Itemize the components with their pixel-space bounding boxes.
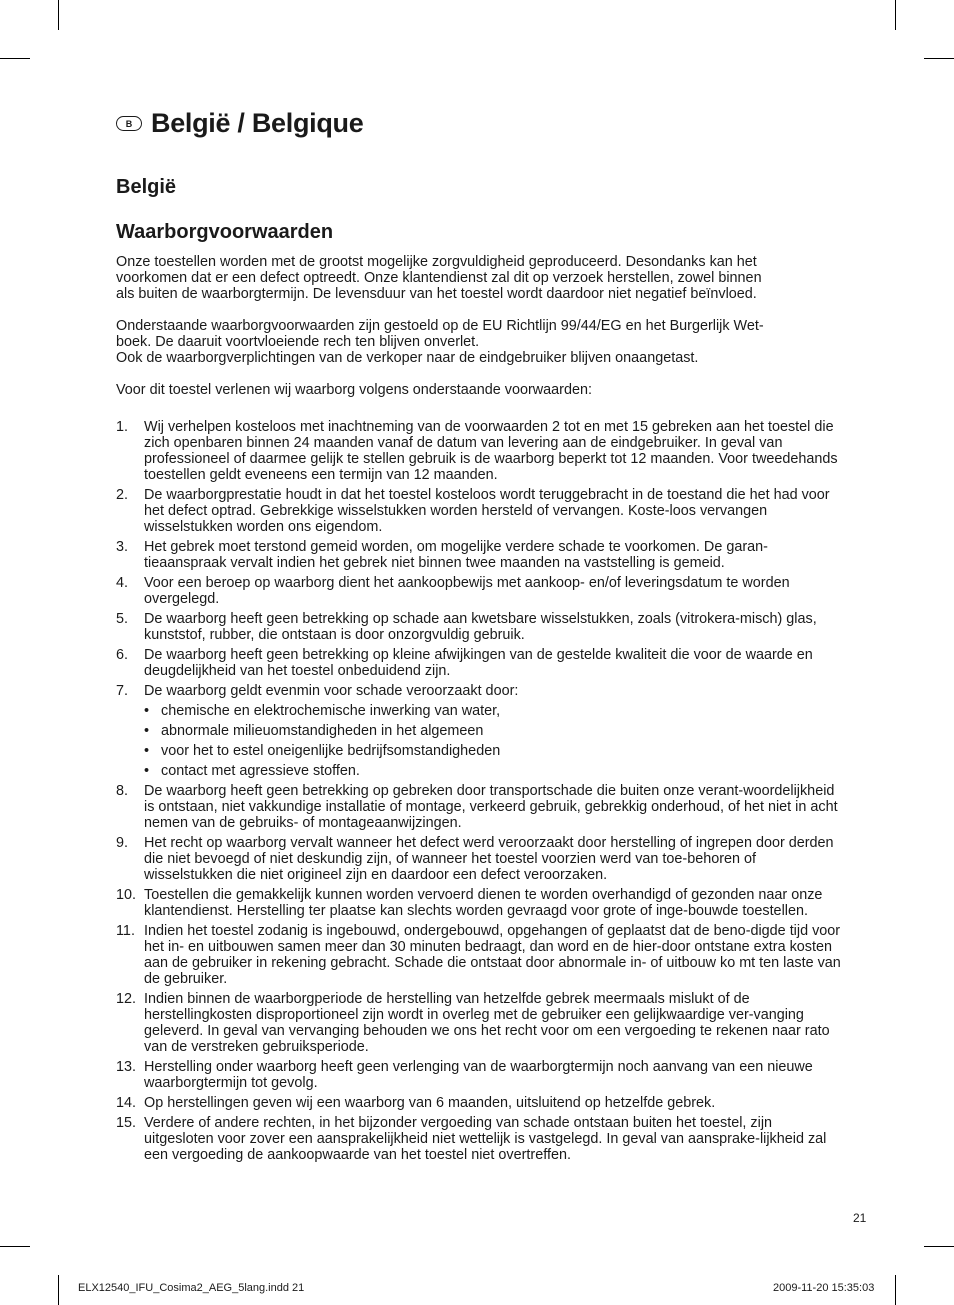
intro-line: voorkomen dat er een defect optreedt. Onze klantendienst zal dit op verzoek herstellen, zowel binnen: [116, 270, 762, 286]
crop-mark: [58, 0, 59, 30]
footer-file-name: ELX12540_IFU_Cosima2_AEG_5lang.indd 21: [78, 1282, 305, 1294]
crop-mark: [895, 0, 896, 30]
intro-line: boek. De daaruit voortvloeiende rech ten blijven onverlet.: [116, 334, 480, 350]
intro-line: Onderstaande waarborgvoorwaarden zijn gestoeld op de EU Richtlijn 99/44/EG en het Burgerlijk Wet-: [116, 318, 764, 334]
list-item: [116, 1115, 844, 1163]
bullet-list: [144, 703, 844, 779]
item-number: 2.: [116, 487, 129, 503]
list-item: [116, 923, 844, 987]
bullet-icon: •: [144, 763, 150, 779]
country-badge: B: [116, 116, 142, 131]
item-text: De waarborg heeft geen betrekking op kleine afwijkingen van de gestelde kwaliteit die voor de waarde en deugdelijkheid van het toestel onbeduidend zijn.: [144, 647, 813, 679]
list-item: [116, 539, 844, 571]
crop-mark: [58, 1275, 59, 1305]
intro-line: als buiten de waarborgtermijn. De levensduur van het toestel wordt daardoor niet negatief beïnvloed.: [116, 286, 757, 302]
footer-timestamp: 2009-11-20 15:35:03: [773, 1282, 875, 1294]
list-item: [116, 487, 844, 535]
item-text: Toestellen die gemakkelijk kunnen worden vervoerd dienen te worden overhandigd of gezonden naar onze klantendienst. Herstelling ter plaatse kan slechts worden gevraagd voor grote of inge-bouwde toestellen.: [144, 887, 823, 919]
item-text: Voor een beroep op waarborg dient het aankoopbewijs met aankoop- en/of leveringsdatum te worden overgelegd.: [144, 575, 790, 607]
bullet-item: [144, 743, 844, 759]
item-number: 6.: [116, 647, 129, 663]
item-number: 5.: [116, 611, 129, 627]
item-number: 4.: [116, 575, 129, 591]
crop-mark: [924, 1246, 954, 1247]
item-number: 11.: [116, 923, 135, 939]
intro-paragraph: [116, 318, 844, 366]
bullet-text: abnormale milieuomstandigheden in het algemeen: [161, 723, 484, 739]
intro-line: Onze toestellen worden met de grootst mogelijke zorgvuldigheid geproduceerd. Desondanks kan het: [116, 254, 757, 270]
list-item: [116, 1059, 844, 1091]
item-number: 3.: [116, 539, 129, 555]
item-text: Verdere of andere rechten, in het bijzonder vergoeding van schade ontstaan buiten het toestel, zijn uitgesloten voor zover een aansprakelijkheid niet wettelijk is vastgelegd. In geval van aansprake-lijkheid zal een vergoeding de aankoopwaarde van het toestel niet overtreffen.: [144, 1115, 827, 1163]
bullet-item: [144, 723, 844, 739]
bullet-text: voor het to estel oneigenlijke bedrijfsomstandigheden: [161, 743, 501, 759]
item-text: Het recht op waarborg vervalt wanneer het defect werd veroorzaakt door herstelling of ingrepen door derden die niet bevoegd of niet deskundig zijn, of wanneer het toestel voorzien werd van toe-behoren of wisselstukken die niet origineel zijn en daardoor een defect veroorzaken.: [144, 835, 834, 883]
intro-line: Voor dit toestel verlenen wij waarborg volgens onderstaande voorwaarden:: [116, 382, 592, 398]
crop-mark: [0, 1246, 30, 1247]
item-number: 7.: [116, 683, 129, 699]
item-number: 12.: [116, 991, 137, 1007]
item-text: Wij verhelpen kosteloos met inachtneming van de voorwaarden 2 tot en met 15 gebreken aan het toestel die zich openbaren binnen 24 maanden vanaf de datum van levering aan de eindgebruiker. In geval van professioneel of daarmee gelijk te stellen gebruik is de waarborg beperkt tot 12 maanden. Voor tweedehands toestellen geldt eveneens een termijn van 12 maanden.: [144, 419, 838, 483]
item-text: Herstelling onder waarborg heeft geen verlenging van de waarborgtermijn noch aanvang van een nieuwe waarborgtermijn tot gevolg.: [144, 1059, 813, 1091]
intro-line: Ook de waarborgverplichtingen van de verkoper naar de eindgebruiker blijven onaangetast.: [116, 350, 699, 366]
item-text: De waarborg heeft geen betrekking op gebreken door transportschade die buiten onze verant-woordelijkheid is ontstaan, niet vakkundige installatie of montage, verkeerd gebruik, gebrekkig onderhoud, of het niet in acht nemen van de gebruiks- of montageaanwijzingen.: [144, 783, 838, 831]
item-number: 14.: [116, 1095, 137, 1111]
item-text: De waarborg heeft geen betrekking op schade aan kwetsbare wisselstukken, zoals (vitrokera-misch) glas, kunststof, rubber, die ontstaan is door onzorgvuldig gebruik.: [144, 611, 817, 643]
terms-list: [116, 419, 844, 1167]
intro-paragraph: [116, 382, 844, 398]
section-heading: Waarborgvoorwaarden: [116, 221, 334, 243]
list-item: [116, 835, 844, 883]
bullet-item: [144, 703, 844, 719]
item-number: 9.: [116, 835, 129, 851]
bullet-icon: •: [144, 703, 150, 719]
item-number: 13.: [116, 1059, 137, 1075]
list-item: [116, 647, 844, 679]
crop-mark: [895, 1275, 896, 1305]
list-item: [116, 1095, 844, 1111]
list-item: [116, 887, 844, 919]
list-item: [116, 611, 844, 643]
item-text: De waarborgprestatie houdt in dat het toestel kosteloos wordt teruggebracht in de toestand die het had voor het defect optrad. Gebrekkige wisselstukken worden hersteld of vervangen. Koste-loos vervangen wisselstukken worden ons eigendom.: [144, 487, 830, 535]
crop-mark: [924, 58, 954, 59]
item-number: 15.: [116, 1115, 137, 1131]
item-number: 8.: [116, 783, 129, 799]
item-text: Het gebrek moet terstond gemeid worden, om mogelijke verdere schade te voorkomen. De garan-tieaanspraak vervalt indien het gebrek niet binnen twee maanden na vaststelling is gemeid.: [144, 539, 768, 571]
list-item: [116, 575, 844, 607]
bullet-text: chemische en elektrochemische inwerking van water,: [161, 703, 501, 719]
item-number: 1.: [116, 419, 129, 435]
page-title: België / Belgique: [151, 108, 364, 138]
title-row: [116, 108, 363, 139]
country-heading: België: [116, 176, 177, 198]
item-text: Indien het toestel zodanig is ingebouwd, ondergebouwd, opgehangen of geplaatst dat de beno-digde tijd voor het in- en uitbouwen samen meer dan 30 minuten bedraagt, dan word en de hier-door ontstane extra kosten aan de gebruiker in rekening gebracht. Schade die ontstaat door abnormale in- of uitbouw ko mt ten laste van de gebruiker.: [144, 923, 841, 987]
item-text: Op herstellingen geven wij een waarborg van 6 maanden, uitsluitend op hetzelfde gebrek.: [144, 1095, 716, 1111]
list-item: [116, 991, 844, 1055]
list-item: [116, 783, 844, 831]
intro-paragraph: [116, 254, 844, 302]
crop-mark: [0, 58, 30, 59]
page-number: 21: [853, 1211, 867, 1225]
item-text: De waarborg geldt evenmin voor schade veroorzaakt door:: [144, 683, 519, 699]
bullet-text: contact met agressieve stoffen.: [161, 763, 360, 779]
bullet-icon: •: [144, 723, 150, 739]
item-number: 10.: [116, 887, 137, 903]
list-item: [116, 419, 844, 483]
item-text: Indien binnen de waarborgperiode de herstelling van hetzelfde gebrek meermaals mislukt of de herstellingkosten disproportioneel zijn wordt in overleg met de gebruiker een gelijkwaardige ver-vanging geleverd. In geval van vervanging behouden we ons het recht voor om een vergoeding te rekenen naar rato van de verstreken gebruiksperiode.: [144, 991, 830, 1055]
list-item: [116, 683, 844, 779]
bullet-icon: •: [144, 743, 150, 759]
bullet-item: [144, 763, 844, 779]
intro-text: [116, 254, 844, 398]
